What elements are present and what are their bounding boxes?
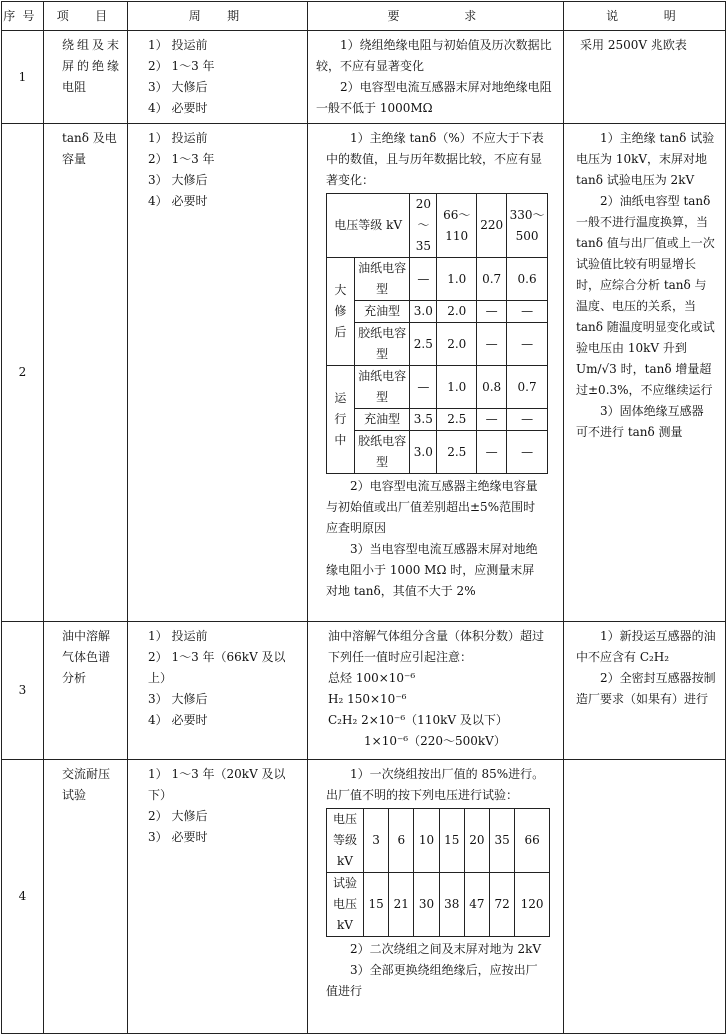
tan-group-in-service: 运行中 [327,366,355,474]
tan-delta-limit-table: 电压等级 kV 20～35 66～110 220 330～500 大修后 油纸电容型 — 1.0 0.7 0.6 充油型 3.0 2.0 — — 胶纸电容型 2.5 2.0 — — 运行中 油纸电容型 — 1.0 0.8 0.7 充油型 3.5 2.5 — — 胶纸电容型 3.0 2.5 — — [326,193,548,474]
period-list: 1） 投运前 2） 1～3 年 3） 大修后 4） 必要时 [148,131,215,208]
test-voltage-table: 电压等级 kV 3 6 10 15 20 35 66 试验电压 kV 15 21 30 38 47 72 120 [326,808,550,937]
tan-group-after-overhaul: 大修后 [327,258,355,366]
row-number: 2 [2,124,44,622]
item-name: 绕组及末屏的绝缘电阻 [62,38,119,94]
requirement-text: 1）一次绕组按出厂值的 85%进行。出厂值不明的按下列电压进行试验： 电压等级 kV 3 6 10 15 20 35 66 试验电压 kV 15 21 30 38 47 72 120 2）二次绕组之间及末屏对地为 2kV 3）全部更换绕组绝缘后，应按出厂值进行 [308,760,563,1006]
table-row [2,31,726,124]
note-text: 采用 2500V 兆欧表 [580,38,687,52]
tan-head-voltage: 电压等级 kV [327,194,410,258]
row-number: 3 [2,622,44,760]
test-items-table [1,1,726,1034]
row-number: 1 [2,31,44,124]
period-list: 1） 投运前 2） 1～3 年（66kV 及以上） 3） 大修后 4） 必要时 [148,629,286,727]
header-period: 周 期 [128,2,308,31]
header-note: 说 明 [564,2,726,31]
table-row [2,622,726,760]
requirement-text: 1）主绝缘 tanδ（%）不应大于下表中的数值，且与历年数据比较，不应有显著变化： 电压等级 kV 20～35 66～110 220 330～500 大修后 油纸电容型 — 1.0 0.7 0.6 充油型 3.0 2.0 — — 胶纸电容型 2.5 2.0 — — 运行中 油纸电容型 — 1.0 0.8 0.7 充油型 3.5 2.5 — — 胶纸电容型 3.0 2.5 — — 2）电容型电流互感器主绝缘电容量与初始值或出厂值差别超出±5%范围时应查明原因 3）当电容型电流互感器末屏对地绝缘电阻小于 1000 MΩ 时，应测量末屏对地 tanδ，其值不大于 2% [308,124,563,606]
table-row [2,124,726,622]
note-text: 1）新投运互感器的油中不应含有 C₂H₂ 2）全密封互感器按制造厂要求（如果有）进行 [576,629,716,706]
row-number: 4 [2,760,44,1034]
period-list: 1） 1～3 年（20kV 及以下） 2） 大修后 3） 必要时 [148,767,286,844]
table-row [2,760,726,1034]
table-header-row [2,2,726,31]
item-name: 油中溶解气体色谱分析 [62,629,111,685]
requirement-text: 油中溶解气体组分含量（体积分数）超过下列任一值时应引起注意： 总烃 100×10⁻⁶ H₂ 150×10⁻⁶ C₂H₂ 2×10⁻⁶（110kV 及以下） 1×10⁻⁶（220～500kV） [328,629,545,748]
header-item: 项 目 [44,2,128,31]
requirement-text: 1）绕组绝缘电阻与初始值及历次数据比较，不应有显著变化 2）电容型电流互感器末屏对地绝缘电阻一般不低于 1000MΩ [316,38,552,115]
header-requirement: 要 求 [308,2,564,31]
header-seq: 序号 [2,2,44,31]
item-name: 交流耐压试验 [62,767,111,802]
note-text: 1）主绝缘 tanδ 试验电压为 10kV，末屏对地 tanδ 试验电压为 2kV 2）油纸电容型 tanδ 一般不进行温度换算，当 tanδ 值与出厂值或上一次试验值比较有明显增长时，应综合分析 tanδ 与温度、电压的关系，当 tanδ 随温度明显变化或试验电压由 10kV 升到 Um/√3 时，tanδ 增量超过±0.3%，不应继续运行 3）固体绝缘互感器可不进行 tanδ 测量 [576,131,715,439]
note-text [564,760,725,768]
item-name: tanδ 及电容量 [62,131,117,166]
period-list: 1） 投运前 2） 1～3 年 3） 大修后 4） 必要时 [148,38,215,115]
